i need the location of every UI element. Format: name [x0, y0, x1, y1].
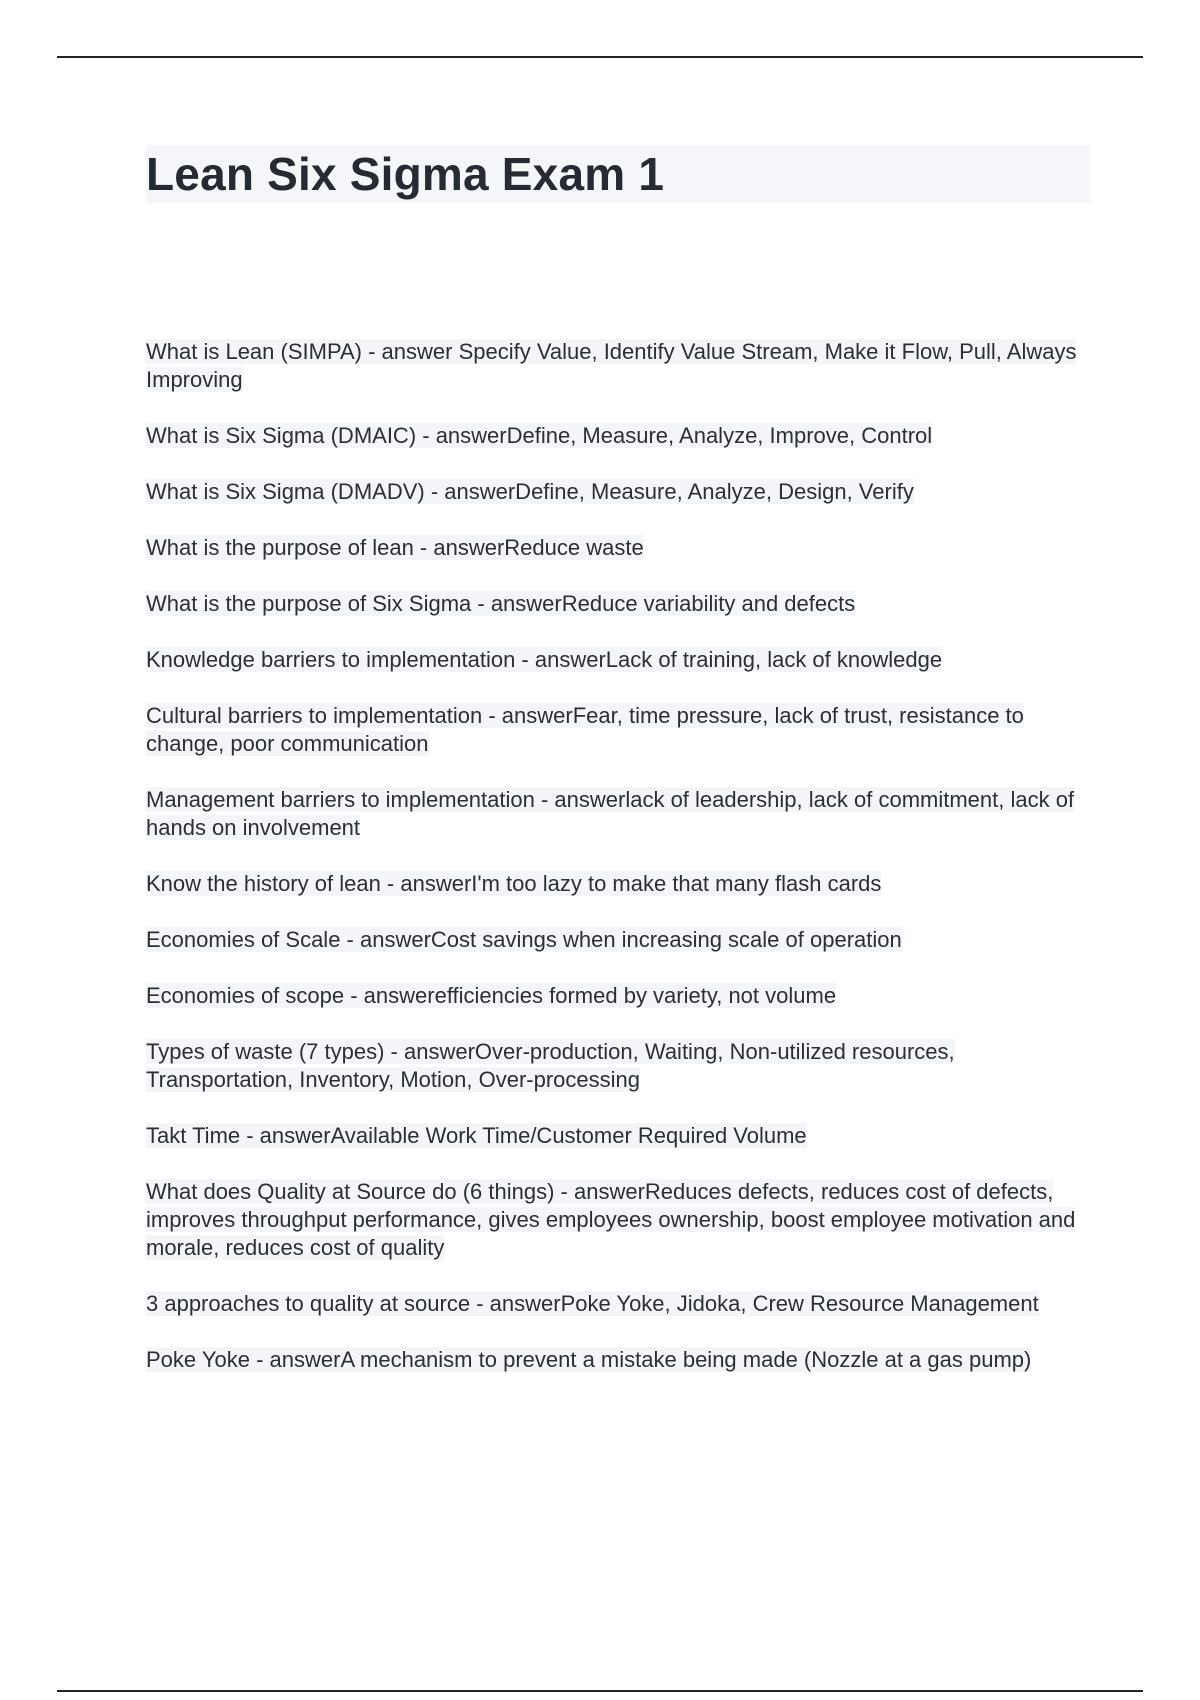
- qa-item: Management barriers to implementation - answerlack of leadership, lack of commitment, lack of hands on involvement: [146, 787, 1075, 840]
- qa-item: What does Quality at Source do (6 things) - answerReduces defects, reduces cost of defects, improves throughput performance, gives employees ownership, boost employee motivation and morale, reduces cost of quality: [146, 1179, 1076, 1260]
- qa-item: 3 approaches to quality at source - answerPoke Yoke, Jidoka, Crew Resource Management: [146, 1291, 1039, 1316]
- qa-item: What is Lean (SIMPA) - answer Specify Value, Identify Value Stream, Make it Flow, Pull, Always Improving: [146, 339, 1077, 392]
- qa-item: Economies of Scale - answerCost savings when increasing scale of operation: [146, 927, 902, 952]
- top-rule: [57, 56, 1143, 58]
- qa-item: What is Six Sigma (DMADV) - answerDefine, Measure, Analyze, Design, Verify: [146, 479, 914, 504]
- qa-item: Takt Time - answerAvailable Work Time/Customer Required Volume: [146, 1123, 807, 1148]
- qa-item: Types of waste (7 types) - answerOver-production, Waiting, Non-utilized resources, Transportation, Inventory, Motion, Over-processing: [146, 1039, 955, 1092]
- qa-item: Economies of scope - answerefficiencies formed by variety, not volume: [146, 983, 837, 1008]
- qa-item: Cultural barriers to implementation - answerFear, time pressure, lack of trust, resistance to change, poor communication: [146, 703, 1024, 756]
- qa-list: [146, 338, 1090, 1402]
- qa-item: Know the history of lean - answerI'm too lazy to make that many flash cards: [146, 871, 882, 896]
- qa-item: What is Six Sigma (DMAIC) - answerDefine, Measure, Analyze, Improve, Control: [146, 423, 933, 448]
- page-title: Lean Six Sigma Exam 1: [146, 148, 665, 200]
- qa-item: What is the purpose of lean - answerReduce waste: [146, 535, 644, 560]
- qa-item: What is the purpose of Six Sigma - answerReduce variability and defects: [146, 591, 856, 616]
- bottom-rule: [57, 1690, 1143, 1692]
- qa-item: Poke Yoke - answerA mechanism to prevent a mistake being made (Nozzle at a gas pump): [146, 1347, 1032, 1372]
- qa-item: Knowledge barriers to implementation - answerLack of training, lack of knowledge: [146, 647, 943, 672]
